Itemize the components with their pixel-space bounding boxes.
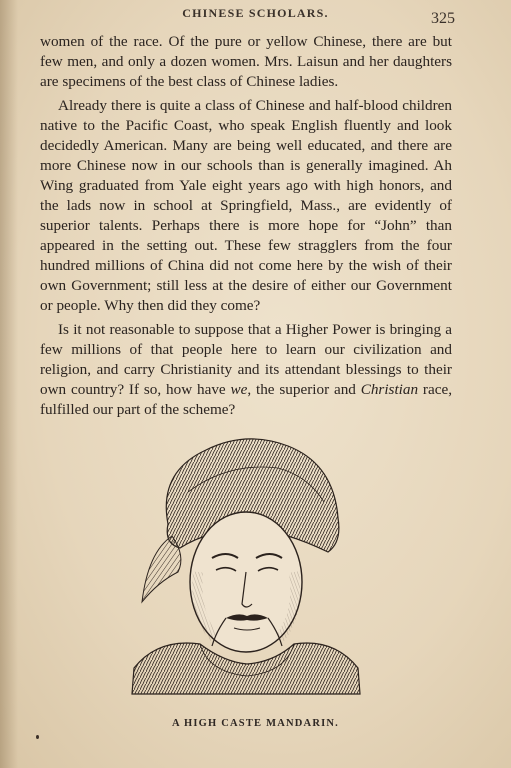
emphasis-christian: Christian <box>360 381 419 398</box>
paragraph-3-text-c: race, fulfilled our part of the scheme? <box>40 381 453 418</box>
paragraph-3-text-b: , the superior and <box>247 381 361 398</box>
mandarin-engraving <box>128 432 364 700</box>
running-head: CHINESE SCHOLARS. <box>182 6 329 20</box>
body-text <box>40 32 452 424</box>
emphasis-we: we <box>230 381 248 398</box>
page-number: 325 <box>431 10 455 27</box>
paragraph-1: women of the race. Of the pure or yellow Chinese, there are but few men, and only a dozen women. Mrs. Laisun and her daughters are specimens of the best class of Chinese ladies. <box>40 33 452 90</box>
ink-speck <box>36 735 39 739</box>
spine-shadow <box>0 0 18 768</box>
fur-flap-left <box>142 536 181 602</box>
illustration-caption: A HIGH CASTE MANDARIN. <box>172 718 339 729</box>
paragraph-2: Already there is quite a class of Chinese and half-blood children native to the Pacific Coast, who speak English fluently and look decidedly American. Many are being well educated, and there are more Chinese now in our schools than is generally imagined. Ah Wing graduated from Yale eight years ago with high honors, and the lads now in school at Springfield, Mass., are evidently of superior talents. Perhaps there is more hope for “John” than appeared in the setting out. These few stragglers from the four hundred millions of China did not come here by the wish of their own Government; still less at the desire of either our Government or people. Why then did they come? <box>40 97 452 314</box>
paragraph-3 <box>40 320 452 420</box>
paragraph-3-text-a: Is it not reasonable to suppose that a Higher Power is bringing a few millions of that people here to learn our civilization and religion, and carry Christianity and its attendant blessings to their own country? If so, how have <box>40 321 452 398</box>
